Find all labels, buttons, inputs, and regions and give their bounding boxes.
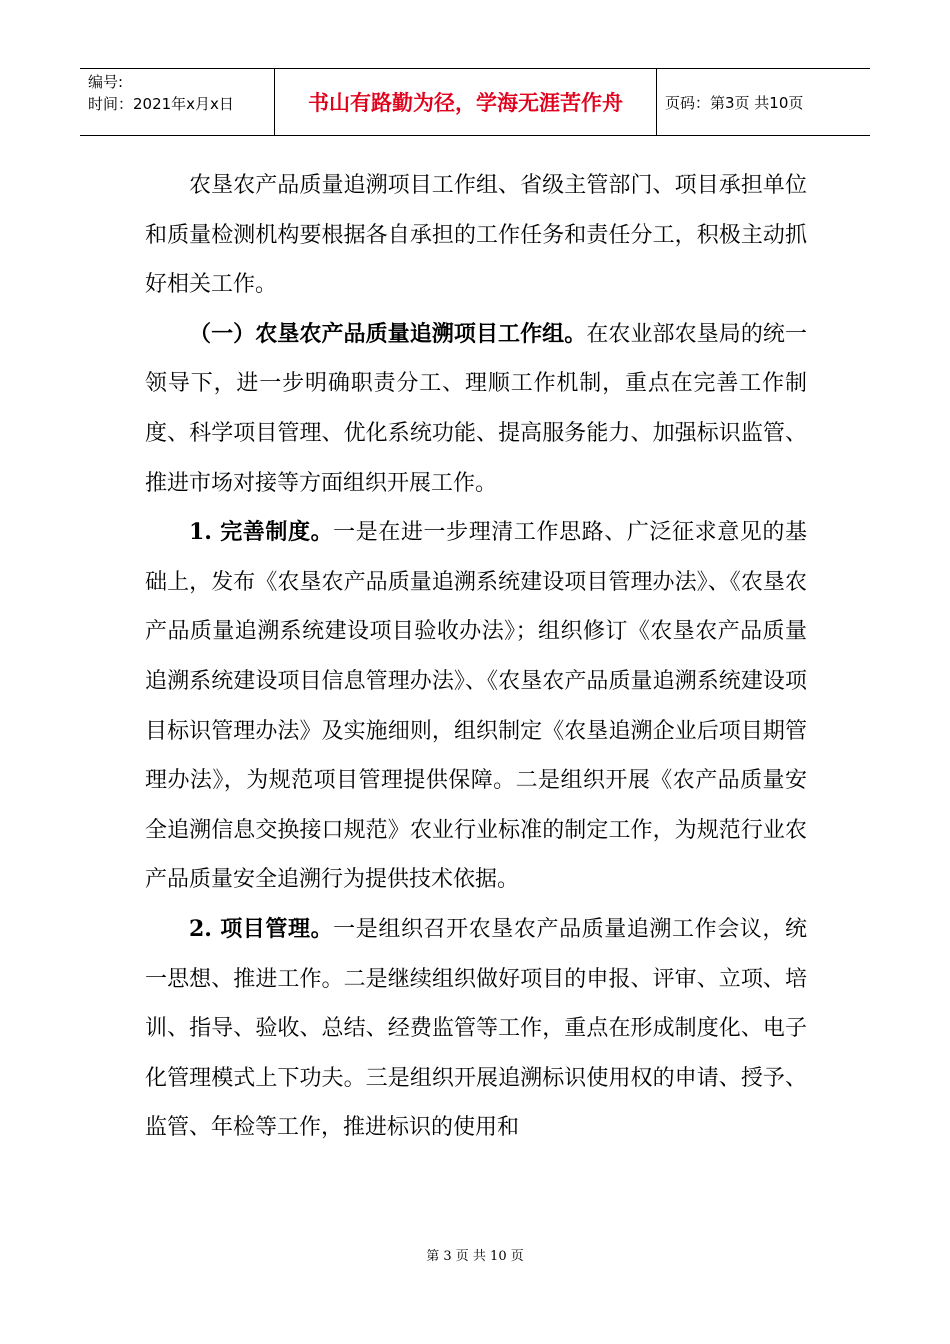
paragraph-text: 在农业部农垦局的统一领导下，进一步明确职责分工、理顺工作机制，重点在完善工作制度、科学项目管理、优化系统功能、提高服务能力、加强标识监管、推进市场对接等方面组织开展工作。 (145, 321, 807, 496)
paragraph-heading: 2. 项目管理。 (189, 915, 334, 942)
number-label: 编号: (88, 73, 124, 91)
paragraph-text: 农垦农产品质量追溯项目工作组、省级主管部门、项目承担单位和质量检测机构要根据各自承担的工作任务和责任分工，积极主动抓好相关工作。 (145, 173, 807, 298)
document-body (145, 161, 807, 1153)
header-page-info: 页码：第3页 共10页 (665, 93, 804, 112)
paragraph (145, 161, 807, 310)
paragraph-text: 一是组织召开农垦农产品质量追溯工作会议，统一思想、推进工作。二是继续组织做好项目的申报、评审、立项、培训、指导、验收、总结、经费监管等工作，重点在形成制度化、电子化管理模式上下功夫。三是组织开展追溯标识使用权的申请、授予、监管、年检等工作，推进标识的使用和 (145, 916, 807, 1141)
time-label: 时间：2021年x月x日 (88, 95, 234, 113)
page-header (80, 68, 870, 136)
header-meta (80, 69, 275, 135)
paragraph (145, 905, 807, 1153)
paragraph-text: 一是在进一步理清工作思路、广泛征求意见的基础上，发布《农垦农产品质量追溯系统建设项目管理办法》、《农垦农产品质量追溯系统建设项目验收办法》；组织修订《农垦农产品质量追溯系统建设项目信息管理办法》、《农垦农产品质量追溯系统建设项目标识管理办法》及实施细则，组织制定《农垦追溯企业后项目期管理办法》，为规范项目管理提供保障。二是组织开展《农产品质量安全追溯信息交换接口规范》农业行业标准的制定工作，为规范行业农产品质量安全追溯行为提供技术依据。 (145, 520, 807, 893)
paragraph (145, 508, 807, 905)
paragraph-heading: （一）农垦农产品质量追溯项目工作组。 (189, 320, 587, 347)
header-motto: 书山有路勤为径，学海无涯苦作舟 (275, 69, 657, 135)
paragraph-heading: 1. 完善制度。 (189, 519, 334, 546)
page-footer: 第 3 页 共 10 页 (426, 1249, 524, 1264)
paragraph (145, 310, 807, 508)
